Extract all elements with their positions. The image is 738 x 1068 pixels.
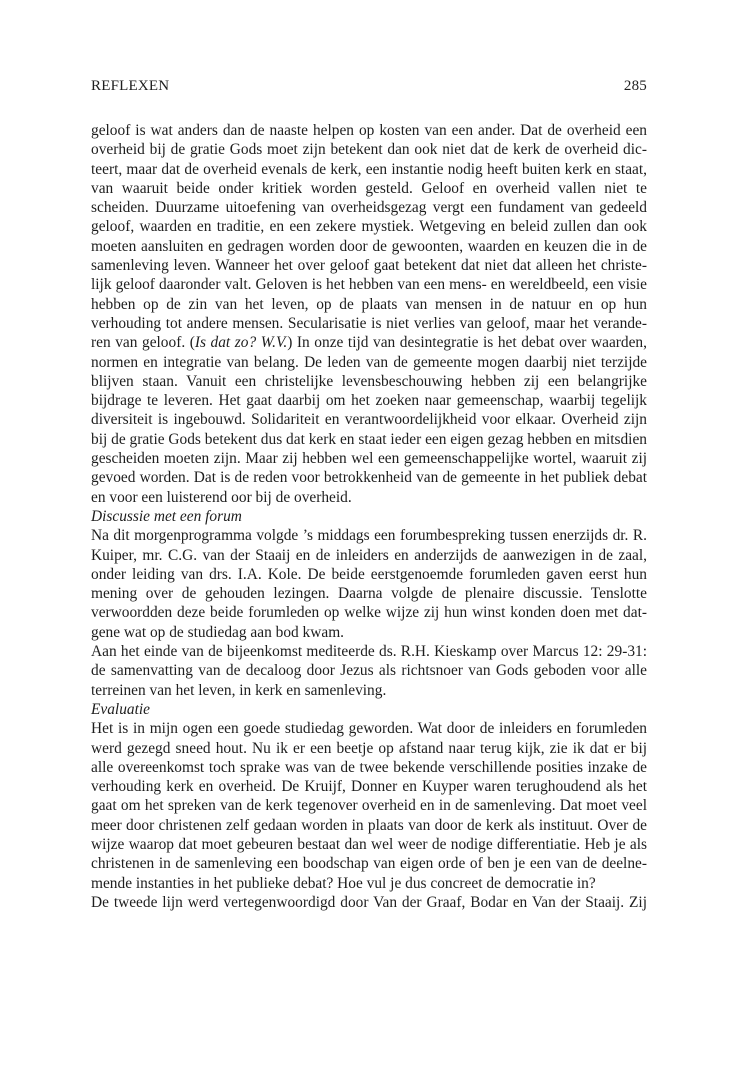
section-heading-evaluatie: Evaluatie (91, 700, 150, 718)
paragraph-text-part: geloof is wat anders dan de naaste helpen op kosten van een ander. Dat de overheid een overheid bij de gratie Gods moet zijn betekent dan ook niet dat de kerk de overheid dicteert, maar dat de overheid evenals de kerk, een instantie nodig heeft buiten kerk en staat, van waaruit beide onder kritiek worden gesteld. Geloof en overheid vallen niet te scheiden. Duurzame uitoefening van overheidsgezag vergt een fundament van gedeeld geloof, waarden en traditie, en een zekere mystiek. Wetgeving en beleid zullen dan ook moeten aansluiten en gedragen worden door de gewoonten, waarden en keuzen die in de samenleving leven. Wanneer het over geloof gaat betekent dat niet dat alleen het christelijk geloof daaronder valt. Geloven is het hebben van een mens- en wereldbeeld, een visie hebben op de zin van het leven, op de plaats van mensen in de natuur en op hun verhouding tot andere mensen. Secularisatie is niet verlies van geloof, maar het veranderen van geloof. ( (91, 122, 647, 352)
running-title: REFLEXEN (91, 78, 170, 94)
paragraph: Het is in mijn ogen een goede studiedag geworden. Wat door de inleiders en forumleden werd gezegd sneed hout. Nu ik er een beetje op afstand naar terug kijk, zie ik dat er bij alle overeenkomst toch sprake was van de twee bekende verschillende posities inzake de verhouding kerk en overheid. De Kruijf, Donner en Kuyper waren terughoudend als het gaat om het spreken van de kerk tegenover overheid en in de samenleving. Dat moet veel meer door christenen zelf gedaan worden in plaats van door de kerk als instituut. Over de wijze waarop dat moet gebeuren bestaat dan wel weer de nodige differentiatie. Heb je als christenen in de samenleving een boodschap van eigen orde of ben je een van de deelnemende instanties in het publieke debat? Hoe vul je dus concreet de democratie in? (91, 720, 647, 892)
paragraph-continuation (91, 121, 647, 507)
paragraph-text-part: ) In onze tijd van desintegratie is het debat over waarden, normen en integratie van belang. De leden van de gemeente mogen daarbij niet terzijde blijven staan. Vanuit een christelijke levensbeschouwing hebben zij een belangrijke bijdrage te leveren. Het gaat daarbij om het zoeken naar gemeenschap, waarbij tegelijk diversiteit is ingebouwd. Solidariteit en verantwoordelijkheid voor elkaar. Overheid zijn bij de gratie Gods betekent dus dat kerk en staat ieder een eigen gezag hebben en mitsdien gescheiden moeten zijn. Maar zij hebben wel een gemeenschappelijke wortel, waaruit zij gevoed worden. Dat is de reden voor betrokkenheid van de gemeente in het publiek debat en voor een luisterend oor bij de overheid. (91, 334, 647, 506)
section-heading-discussie: Discussie met een forum (91, 507, 242, 525)
body-text (91, 121, 647, 912)
running-head (91, 78, 647, 95)
page-number: 285 (623, 78, 647, 94)
paragraph: Na dit morgenprogramma volgde ’s middags een forumbespreking tussen enerzijds dr. R. Kuiper, mr. C.G. van der Staaij en de inleiders en anderzijds de aanwezigen in de zaal, onder leiding van drs. I.A. Kole. De beide eerstgenoemde forumleden gaven eerst hun mening over de gehouden lezingen. Daarna volgde de plenaire discussie. Tenslotte verwoordden deze beide forumleden op welke wijze zij hun winst konden doen met datgene wat op de studiedag aan bod kwam. (91, 527, 647, 641)
paragraph: Aan het einde van de bijeenkomst mediteerde ds. R.H. Kieskamp over Marcus 12: 29-31: de samenvatting van de decaloog door Jezus als richtsnoer van Gods geboden voor alle terreinen van het leven, in kerk en samenleving. (91, 643, 647, 699)
paragraph: De tweede lijn werd vertegenwoordigd door Van der Graaf, Bodar en Van der Staaij. Zij (91, 893, 647, 911)
editor-note-italic: Is dat zo? W.V. (194, 334, 288, 352)
